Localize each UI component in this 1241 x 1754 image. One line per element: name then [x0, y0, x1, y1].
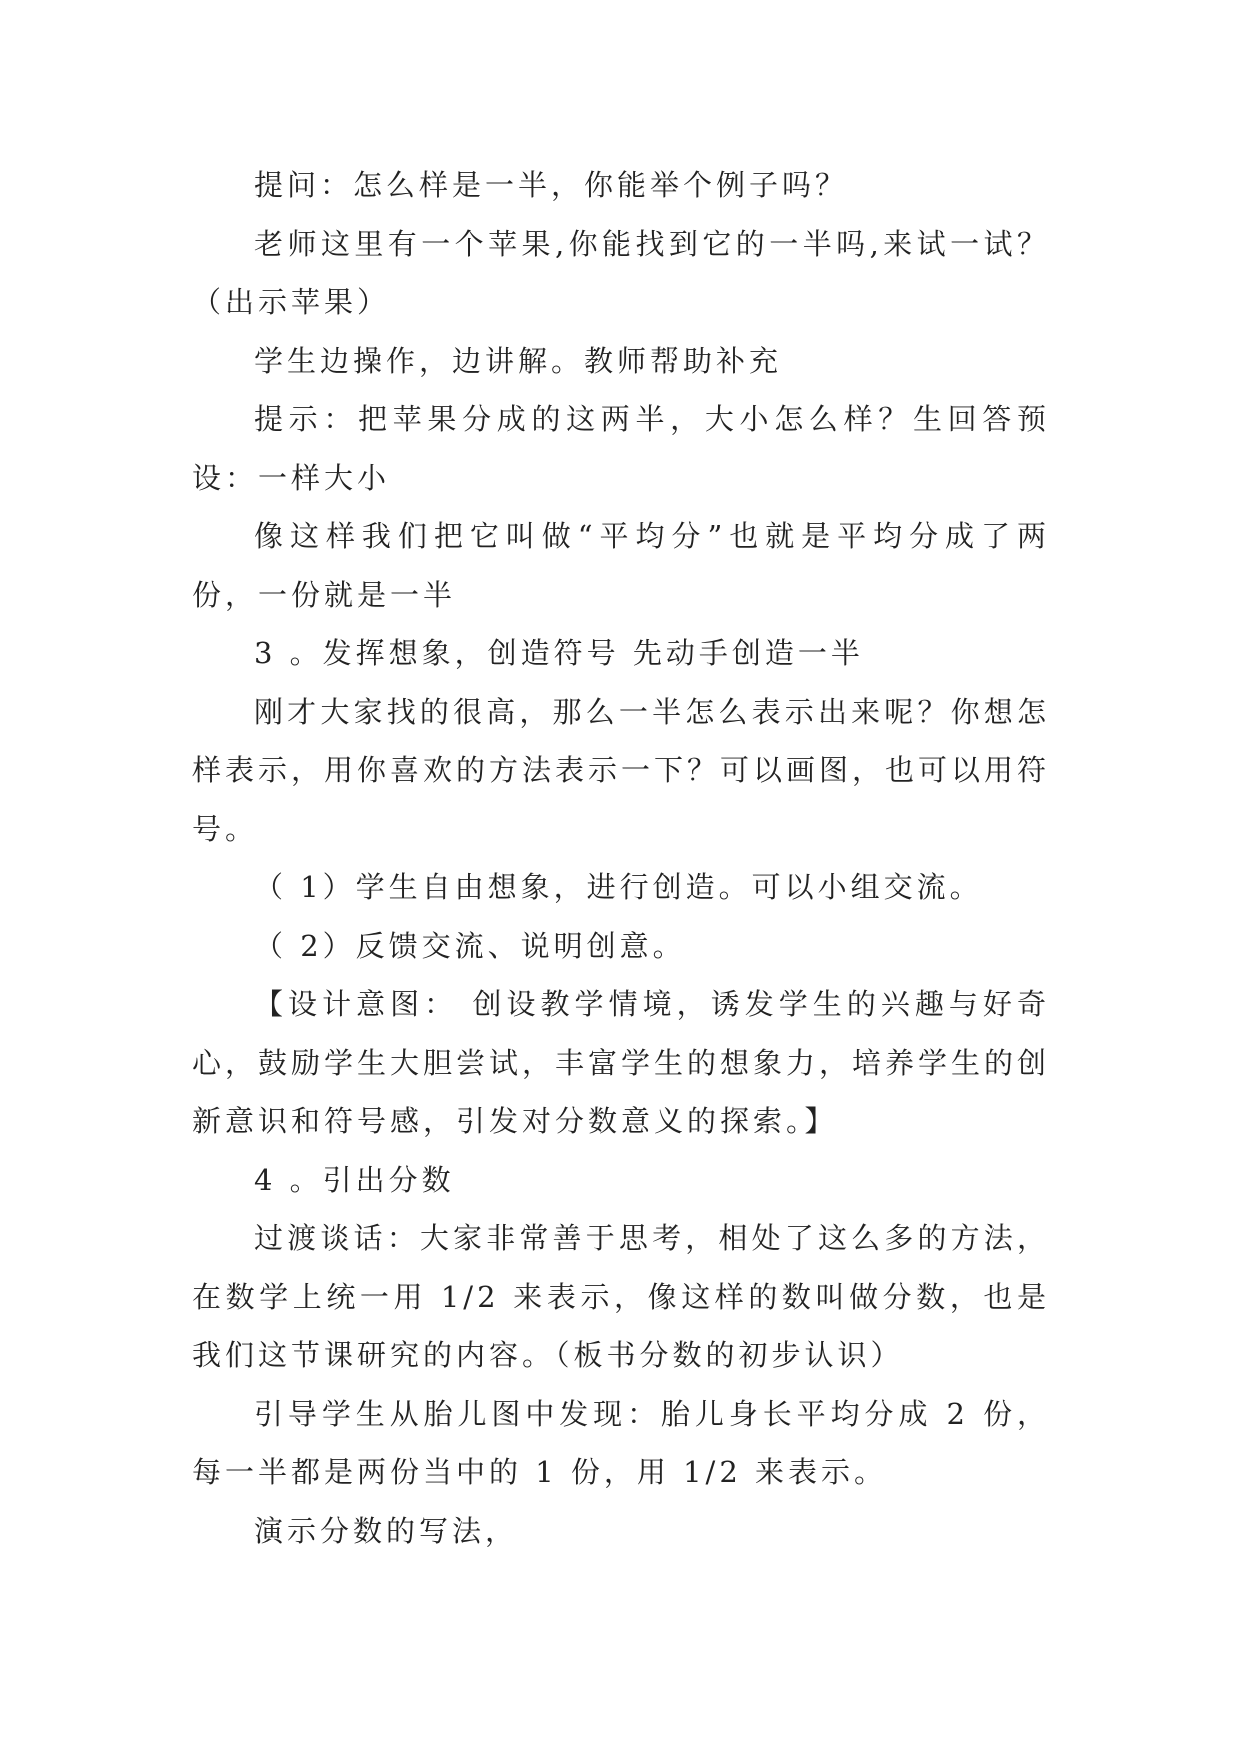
paragraph-item-2: （ 2）反馈交流、说明创意。: [254, 928, 686, 963]
paragraph-step-4-heading: 4 。引出分数: [254, 1162, 455, 1197]
paragraph-question: 提问：怎么样是一半，你能举个例子吗？: [254, 168, 849, 202]
paragraph-fetus-diagram: 引导学生从胎儿图中发现：胎儿身长平均分成 2 份，每一半都是两份当中的 1 份，用 1/2 来表示。: [192, 1396, 1050, 1489]
paragraph-step-3-heading: 3 。发挥想象，创造符号 先动手创造一半: [254, 636, 864, 670]
paragraph-hint: 提示：把苹果分成的这两半，大小怎么样？生回答预设：一样大小: [192, 402, 1050, 495]
document-body: [192, 156, 1050, 1560]
paragraph-design-intent: 【设计意图： 创设教学情境，诱发学生的兴趣与好奇心，鼓励学生大胆尝试，丰富学生的想象力，培养学生的创新意识和符号感，引发对分数意义的探索。】: [192, 987, 1051, 1138]
paragraph-express-half: 刚才大家找的很高，那么一半怎么表示出来呢？你想怎样表示，用你喜欢的方法表示一下？可以画图，也可以用符号。: [192, 694, 1051, 846]
paragraph-student-operation: 学生边操作，边讲解。教师帮助补充: [254, 343, 783, 378]
paragraph-equal-division: 像这样我们把它叫做“平均分”也就是平均分成了两份，一份就是一半: [192, 519, 1050, 612]
paragraph-writing-demo: 演示分数的写法，: [254, 1513, 519, 1548]
paragraph-transition-talk: 过渡谈话：大家非常善于思考，相处了这么多的方法，在数学上统一用 1/2 来表示，像这样的数叫做分数，也是我们这节课研究的内容。（板书分数的初步认识）: [192, 1221, 1050, 1372]
paragraph-apple-task: 老师这里有一个苹果,你能找到它的一半吗,来试一试？（出示苹果）: [192, 226, 1050, 319]
paragraph-item-1: （ 1）学生自由想象，进行创造。可以小组交流。: [254, 870, 983, 904]
